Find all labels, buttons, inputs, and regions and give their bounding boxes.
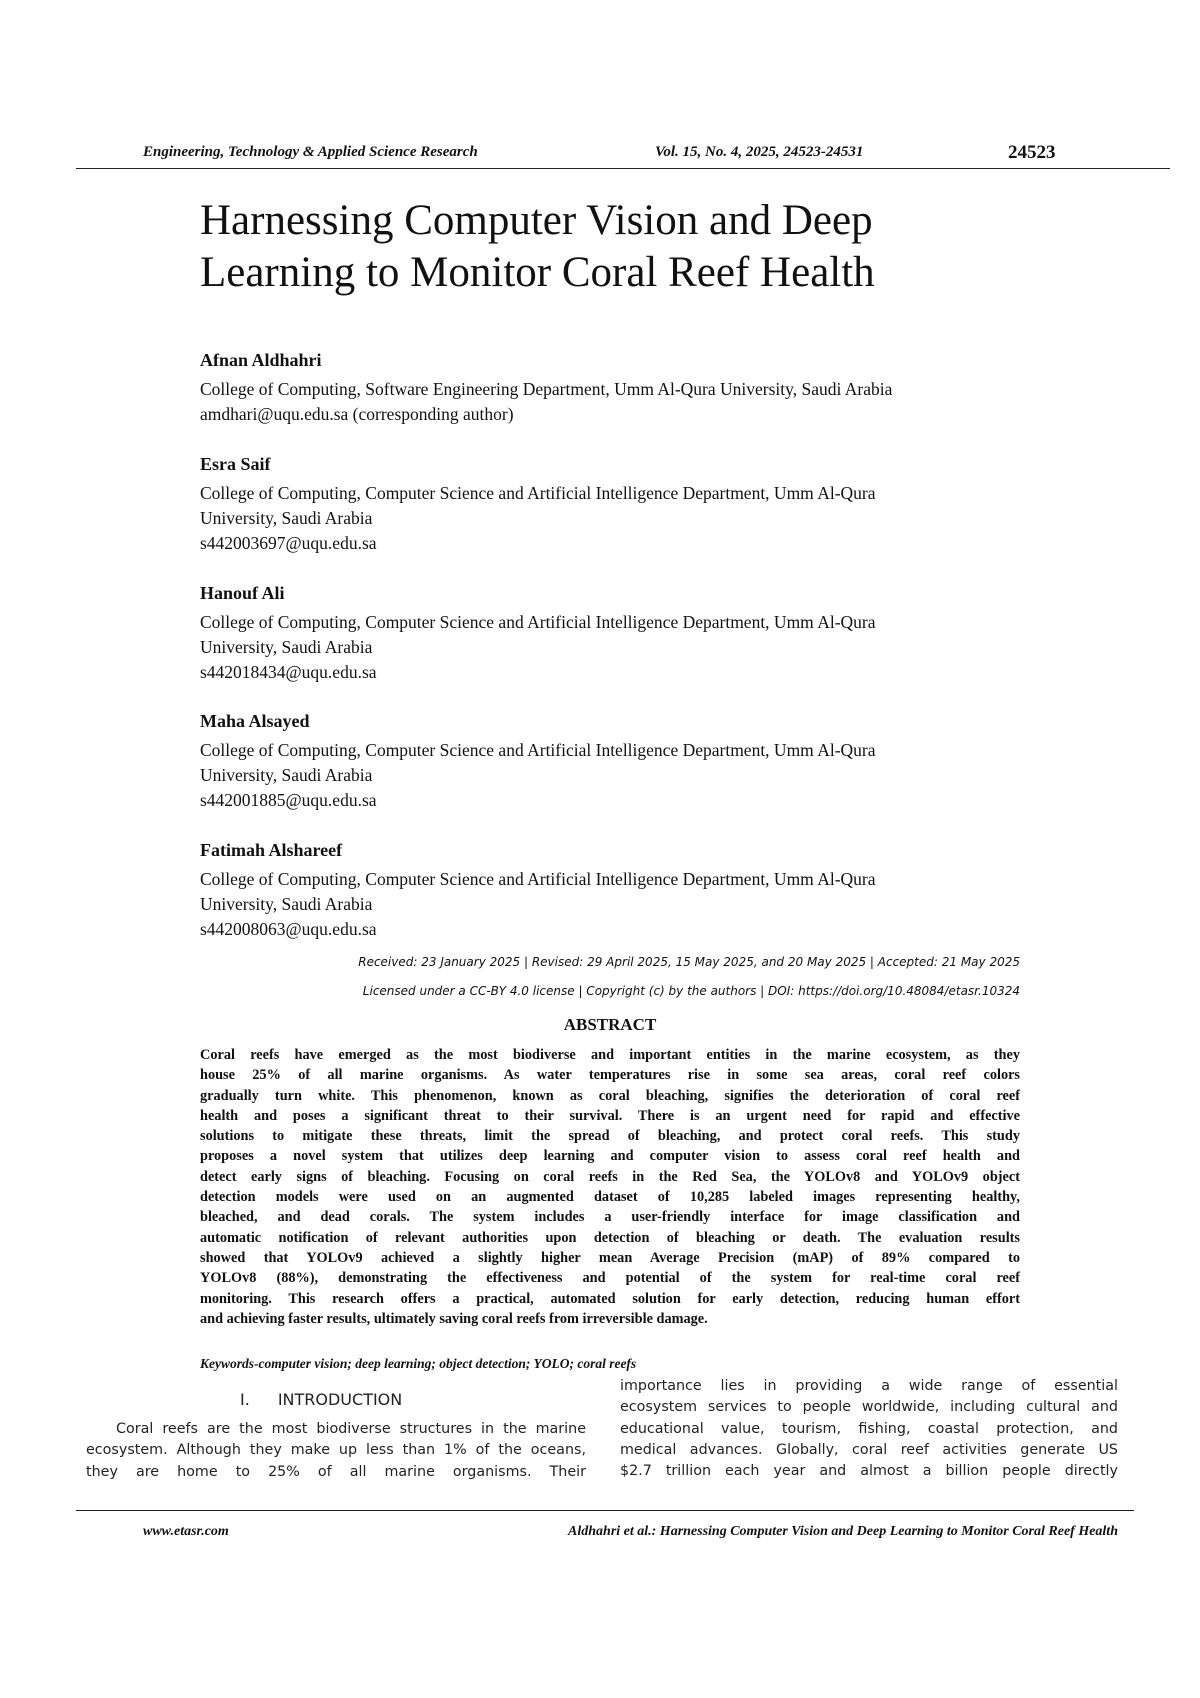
body-line: ecosystem. Although they make up less than 1% of the oceans, <box>86 1442 586 1459</box>
author-name: Fatimah Alshareef <box>200 840 343 860</box>
author-affiliation: College of Computing, Computer Science and Artificial Intelligence Department, Umm Al-Qura <box>200 740 876 760</box>
author-block <box>200 581 1120 685</box>
author-email: s442008063@uqu.edu.sa <box>200 919 377 939</box>
footer-citation: Aldhahri et al.: Harnessing Computer Vision and Deep Learning to Monitor Coral Reef Health <box>568 1524 1118 1539</box>
intro-left-column <box>86 1419 586 1483</box>
intro-right-column <box>620 1376 1118 1482</box>
license-line: Licensed under a CC-BY 4.0 license | Copyright (c) by the authors | DOI: https://doi.org/10.48084/etasr.10324 <box>362 984 1020 998</box>
abstract-line: proposes a novel system that utilizes deep learning and computer vision to assess coral reef health and <box>200 1148 1020 1165</box>
abstract-line: and achieving faster results, ultimately saving coral reefs from irreversible damage. <box>200 1310 708 1327</box>
section-number: I. <box>240 1390 250 1409</box>
author-affiliation: College of Computing, Software Engineering Department, Umm Al-Qura University, Saudi Arabia <box>200 379 893 399</box>
author-name: Maha Alsayed <box>200 711 310 731</box>
author-block <box>200 838 1120 942</box>
abstract-line: monitoring. This research offers a practical, automated solution for early detection, reducing human effort <box>200 1290 1020 1307</box>
abstract-line: gradually turn white. This phenomenon, known as coral bleaching, signifies the deterioration of coral reef <box>200 1087 1020 1104</box>
abstract-line: health and poses a significant threat to their survival. There is an urgent need for rapid and effective <box>200 1107 1020 1124</box>
author-email: s442001885@uqu.edu.sa <box>200 790 377 810</box>
abstract-line: solutions to mitigate these threats, limit the spread of bleaching, and protect coral reefs. This study <box>200 1128 1020 1145</box>
header-rule <box>76 168 1170 169</box>
submission-dates: Received: 23 January 2025 | Revised: 29 April 2025, 15 May 2025, and 20 May 2025 | Accepted: 21 May 2025 <box>358 955 1020 969</box>
author-name: Esra Saif <box>200 454 271 474</box>
abstract-line: automatic notification of relevant authorities upon detection of bleaching or death. The evaluation results <box>200 1229 1020 1246</box>
abstract-line: Coral reefs have emerged as the most biodiverse and important entities in the marine ecosystem, as they <box>200 1047 1020 1063</box>
body-line: importance lies in providing a wide range of essential <box>620 1378 1118 1394</box>
author-email: s442018434@uqu.edu.sa <box>200 662 377 682</box>
keywords: Keywords-computer vision; deep learning; object detection; YOLO; coral reefs <box>200 1356 637 1371</box>
paper-title <box>200 195 1100 299</box>
author-block <box>200 348 1120 427</box>
title-line-1: Harnessing Computer Vision and Deep <box>200 197 873 244</box>
section-title: INTRODUCTION <box>277 1390 403 1409</box>
author-affiliation-cont: University, Saudi Arabia <box>200 637 373 657</box>
footer-rule <box>76 1510 1134 1511</box>
author-affiliation: College of Computing, Computer Science and Artificial Intelligence Department, Umm Al-Qura <box>200 612 876 632</box>
author-affiliation-cont: University, Saudi Arabia <box>200 765 373 785</box>
author-email: amdhari@uqu.edu.sa (corresponding author) <box>200 404 514 424</box>
author-name: Hanouf Ali <box>200 583 285 603</box>
body-line: medical advances. Globally, coral reef activities generate US <box>620 1441 1118 1458</box>
author-affiliation-cont: University, Saudi Arabia <box>200 508 373 528</box>
body-line: ecosystem services to people worldwide, including cultural and <box>620 1399 1118 1416</box>
body-line: Coral reefs are the most biodiverse structures in the marine <box>116 1421 586 1437</box>
author-affiliation-cont: University, Saudi Arabia <box>200 894 373 914</box>
section-heading <box>240 1390 402 1409</box>
abstract-line: showed that YOLOv9 achieved a slightly higher mean Average Precision (mAP) of 89% compared to <box>200 1249 1020 1266</box>
author-affiliation: College of Computing, Computer Science and Artificial Intelligence Department, Umm Al-Qura <box>200 483 876 503</box>
page-number: 24523 <box>1008 142 1056 163</box>
abstract-line: house 25% of all marine organisms. As water temperatures rise in some sea areas, coral reef colors <box>200 1067 1020 1084</box>
abstract-line: detect early signs of bleaching. Focusing on coral reefs in the Red Sea, the YOLOv8 and YOLOv9 object <box>200 1168 1020 1185</box>
footer-website: www.etasr.com <box>143 1524 229 1539</box>
abstract-line: bleached, and dead corals. The system includes a user-friendly interface for image classification and <box>200 1209 1020 1226</box>
author-name: Afnan Aldhahri <box>200 350 322 370</box>
abstract-heading: ABSTRACT <box>563 1015 657 1034</box>
abstract-line: detection models were used on an augmented dataset of 10,285 labeled images representing healthy, <box>200 1189 1020 1206</box>
author-email: s442003697@uqu.edu.sa <box>200 533 377 553</box>
title-line-2: Learning to Monitor Coral Reef Health <box>200 249 875 296</box>
author-affiliation: College of Computing, Computer Science and Artificial Intelligence Department, Umm Al-Qura <box>200 869 876 889</box>
body-line: educational value, tourism, fishing, coastal protection, and <box>620 1420 1118 1437</box>
abstract-body <box>200 1045 1020 1329</box>
author-block <box>200 452 1120 556</box>
journal-name: Engineering, Technology & Applied Science Research <box>143 144 478 160</box>
author-block <box>200 709 1120 813</box>
body-line: they are home to 25% of all marine organisms. Their <box>86 1463 586 1480</box>
abstract-line: YOLOv8 (88%), demonstrating the effectiveness and potential of the system for real-time coral reef <box>200 1270 1020 1287</box>
body-line: $2.7 trillion each year and almost a billion people directly <box>620 1463 1118 1480</box>
volume-info: Vol. 15, No. 4, 2025, 24523-24531 <box>655 144 864 160</box>
